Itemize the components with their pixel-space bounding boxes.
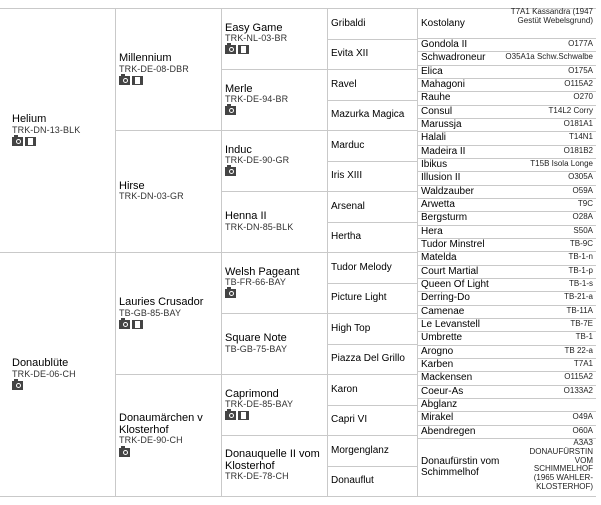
registration-code: TRK-DE-78-CH xyxy=(225,471,289,482)
registration-code: O305A xyxy=(568,172,593,182)
registration-code: O60A xyxy=(572,425,593,435)
row-divider xyxy=(0,252,115,253)
gen5-horse-link[interactable]: Matelda xyxy=(421,252,457,264)
horse-name-link[interactable]: Donauquelle II vom Klosterhof xyxy=(225,448,320,472)
gen5-horse-link[interactable]: Gondola II xyxy=(421,39,468,51)
camera-icon[interactable] xyxy=(225,289,236,298)
gen5-row xyxy=(421,238,593,251)
registration-code: TB-21-a xyxy=(564,292,593,302)
row-divider xyxy=(327,222,417,223)
registration-code: TB-GB-85-BAY xyxy=(119,307,182,318)
gen5-row xyxy=(421,91,593,104)
gen4-horse-link[interactable]: Karon xyxy=(331,383,358,395)
camera-icon[interactable] xyxy=(225,167,236,176)
registration-code: TRK-DE-85-BAY xyxy=(225,399,294,410)
registration-code: O133A2 xyxy=(563,385,593,395)
gen5-row xyxy=(421,131,593,144)
row-divider xyxy=(327,405,417,406)
horse-name-link[interactable]: Caprimond xyxy=(225,387,279,400)
gen5-horse-link[interactable]: Marussja xyxy=(421,119,462,131)
gen5-horse-link[interactable]: Consul xyxy=(421,105,453,117)
row-divider xyxy=(327,100,417,101)
row-divider xyxy=(327,344,417,345)
registration-code: TB 22-a xyxy=(564,345,593,355)
registration-code: O59A xyxy=(572,185,593,195)
gen5-row xyxy=(421,118,593,131)
gen3-horse xyxy=(225,267,325,299)
gen5-row xyxy=(421,251,593,264)
gen4-horse-link[interactable]: Morgenglanz xyxy=(331,444,389,456)
row-divider xyxy=(327,374,417,375)
registration-code: TRK-DE-94-BR xyxy=(225,94,289,105)
gen4-horse-link[interactable]: Iris XIII xyxy=(331,170,363,182)
row-divider xyxy=(221,191,327,192)
registration-code: O177A xyxy=(568,39,593,49)
row-divider xyxy=(221,69,327,70)
media-icons xyxy=(119,320,217,329)
gen3-horse xyxy=(225,211,325,232)
horse-name-link[interactable]: Easy Game xyxy=(225,21,283,34)
registration-code: O115A2 xyxy=(564,79,593,89)
gen5-row xyxy=(421,65,593,78)
gen5-row xyxy=(421,51,593,64)
gen5-horse-link[interactable]: Elica xyxy=(421,65,443,77)
registration-code: TRK-DN-03-GR xyxy=(119,191,184,202)
row-divider xyxy=(221,313,327,314)
media-icons xyxy=(225,45,325,54)
camera-icon[interactable] xyxy=(12,381,23,390)
gen5-horse-link[interactable]: Donaufürstin vom Schimmelhof xyxy=(421,456,500,478)
registration-code: O181B2 xyxy=(563,145,593,155)
gen5-horse-link[interactable]: Schwadroneur xyxy=(421,52,486,64)
camera-icon[interactable] xyxy=(225,45,236,54)
registration-code: T7A1 Kassandra (1947 Gestüt Webelsgrund) xyxy=(510,7,593,25)
film-icon[interactable] xyxy=(25,137,36,146)
film-icon[interactable] xyxy=(238,411,249,420)
gen4-horse-link[interactable]: Hertha xyxy=(331,231,362,243)
gen5-horse-link[interactable]: Hera xyxy=(421,225,443,237)
horse-name-link[interactable]: Merle xyxy=(225,82,253,95)
gen4-horse-link[interactable]: Picture Light xyxy=(331,292,387,304)
registration-code: TRK-DN-85-BLK xyxy=(225,221,294,232)
gen1-horse xyxy=(12,114,112,146)
row-divider xyxy=(327,252,417,253)
registration-code: O175A xyxy=(568,65,593,75)
media-icons xyxy=(225,167,325,176)
registration-code: TB-1-s xyxy=(569,279,593,289)
registration-code: TRK-NL-03-BR xyxy=(225,33,288,44)
gen2-horse xyxy=(119,181,217,202)
camera-icon[interactable] xyxy=(119,448,130,457)
gen3-horse xyxy=(225,23,325,55)
film-icon[interactable] xyxy=(238,45,249,54)
camera-icon[interactable] xyxy=(225,411,236,420)
gen4-horse-link[interactable]: Evita XII xyxy=(331,48,369,60)
gen5-row xyxy=(421,358,593,371)
registration-code: TRK-DE-06-CH xyxy=(12,368,76,379)
gen5-row xyxy=(421,425,593,438)
registration-code: TB-1-n xyxy=(568,252,593,262)
media-icons xyxy=(12,137,112,146)
registration-code: O35A1a Schw.Schwalbe xyxy=(505,52,593,62)
registration-code: TB-1 xyxy=(575,332,593,342)
gen5-row xyxy=(421,38,593,51)
horse-name-link[interactable]: Hirse xyxy=(119,179,145,192)
gen5-row xyxy=(421,318,593,331)
camera-icon[interactable] xyxy=(225,106,236,115)
registration-code: TRK-DE-90-CH xyxy=(119,435,183,446)
gen5-horse-link[interactable]: Umbrette xyxy=(421,332,463,344)
registration-code: T15B Isola Longe xyxy=(530,159,593,169)
row-divider xyxy=(221,130,327,131)
registration-code: TB-GB-75-BAY xyxy=(225,343,288,354)
registration-code: TB-FR-66-BAY xyxy=(225,277,287,288)
media-icons xyxy=(119,448,217,457)
camera-icon[interactable] xyxy=(119,320,130,329)
horse-name-link[interactable]: Helium xyxy=(12,113,47,125)
gen4-horse-link[interactable]: Ravel xyxy=(331,78,357,90)
registration-code: S50A xyxy=(573,225,593,235)
gen5-horse-link[interactable]: Tudor Minstrel xyxy=(421,239,485,251)
registration-code: O115A2 xyxy=(564,372,593,382)
horse-name-link[interactable]: Henna II xyxy=(225,210,267,222)
gen3-horse xyxy=(225,389,325,421)
gen3-horse xyxy=(225,449,325,482)
gen5-row xyxy=(421,278,593,291)
gen5-horse-link[interactable]: Madeira II xyxy=(421,145,466,157)
gen5-horse-link[interactable]: Abglanz xyxy=(421,399,458,411)
gen5-horse-link[interactable]: Coeur-As xyxy=(421,385,464,397)
gen5-horse-link[interactable]: Kostolany xyxy=(421,17,465,29)
gen4-horse-link[interactable]: Donauflut xyxy=(331,475,374,487)
row-divider xyxy=(327,39,417,40)
row-divider xyxy=(115,374,221,375)
row-divider xyxy=(115,252,221,253)
camera-icon[interactable] xyxy=(119,76,130,85)
registration-code: T9C xyxy=(577,199,593,209)
registration-code: TB-1-p xyxy=(568,265,593,275)
gen5-horse-link[interactable]: Halali xyxy=(421,132,447,144)
gen5-horse-link[interactable]: Mackensen xyxy=(421,372,473,384)
registration-code: O49A xyxy=(572,412,593,422)
horse-name-link[interactable]: Square Note xyxy=(225,332,287,344)
gen2-horse xyxy=(119,413,217,457)
gen5-horse-link[interactable]: Arwetta xyxy=(421,199,455,211)
registration-code: TB-7E xyxy=(570,319,593,329)
gen5-horse-link[interactable]: Queen Of Light xyxy=(421,279,489,291)
horse-name-link[interactable]: Millennium xyxy=(119,52,172,64)
row-divider xyxy=(327,435,417,436)
gen5-row xyxy=(421,198,593,211)
row-divider xyxy=(0,496,596,497)
gen5-horse-link[interactable]: Bergsturm xyxy=(421,212,468,224)
gen5-row xyxy=(421,185,593,198)
gen5-row xyxy=(421,345,593,358)
registration-code: O270 xyxy=(573,92,593,102)
gen5-row xyxy=(421,145,593,158)
registration-code: T14N1 xyxy=(568,132,593,142)
gen1-horse xyxy=(12,358,112,390)
gen5-row xyxy=(421,225,593,238)
gen5-row xyxy=(421,305,593,318)
horse-name-link[interactable]: Induc xyxy=(225,143,252,156)
gen5-horse-link[interactable]: Mahagoni xyxy=(421,79,465,91)
gen5-horse-link[interactable]: Ibikus xyxy=(421,159,448,171)
gen5-horse-link[interactable]: Abendregen xyxy=(421,425,476,437)
gen2-horse xyxy=(119,53,217,85)
row-divider xyxy=(327,313,417,314)
gen5-horse-link[interactable]: Derring-Do xyxy=(421,292,470,304)
camera-icon[interactable] xyxy=(12,137,23,146)
gen4-horse-link[interactable]: Mazurka Magica xyxy=(331,109,405,121)
gen5-horse-link[interactable]: Le Levanstell xyxy=(421,319,480,331)
registration-code: A3A3 DONAUFÜRSTIN VOM SCHIMMELHOF (1965 WAHLER-KLOSTERHOF) xyxy=(529,438,593,491)
film-icon[interactable] xyxy=(132,76,143,85)
horse-name-link[interactable]: Donaublüte xyxy=(12,357,69,369)
gen5-horse-link[interactable]: Illusion II xyxy=(421,172,461,184)
registration-code: T7A1 xyxy=(573,359,593,369)
gen5-row xyxy=(421,385,593,398)
gen2-horse xyxy=(119,297,217,329)
row-divider xyxy=(327,283,417,284)
row-divider xyxy=(327,466,417,467)
gen5-row xyxy=(421,265,593,278)
gen4-horse-link[interactable]: Gribaldi xyxy=(331,17,366,29)
row-divider xyxy=(221,252,327,253)
media-icons xyxy=(225,106,325,115)
horse-name-link[interactable]: Welsh Pageant xyxy=(225,265,300,278)
gen5-row xyxy=(421,8,593,38)
gen5-row xyxy=(421,158,593,171)
registration-code: O181A1 xyxy=(563,119,593,129)
media-icons xyxy=(12,381,112,390)
gen3-horse xyxy=(225,145,325,177)
gen5-horse-link[interactable]: Mirakel xyxy=(421,412,454,424)
gen5-row xyxy=(421,105,593,118)
horse-name-link[interactable]: Donaumärchen v Klosterhof xyxy=(119,412,203,436)
gen4-horse-link[interactable]: High Top xyxy=(331,322,371,334)
gen4-horse-link[interactable]: Arsenal xyxy=(331,200,365,212)
row-divider xyxy=(327,191,417,192)
film-icon[interactable] xyxy=(132,320,143,329)
gen5-row xyxy=(421,371,593,384)
gen5-horse-link[interactable]: Camenae xyxy=(421,305,465,317)
gen5-row xyxy=(421,438,593,496)
gen5-horse-link[interactable]: Waldzauber xyxy=(421,185,474,197)
gen5-row xyxy=(421,411,593,424)
gen4-horse-link[interactable]: Capri VI xyxy=(331,414,368,426)
registration-code: TB-11A xyxy=(566,305,593,315)
gen5-row xyxy=(421,171,593,184)
gen5-row xyxy=(421,291,593,304)
registration-code: O28A xyxy=(572,212,593,222)
media-icons xyxy=(225,411,325,420)
gen5-horse-link[interactable]: Court Martial xyxy=(421,265,479,277)
gen5-horse-link[interactable]: Rauhe xyxy=(421,92,451,104)
row-divider xyxy=(115,130,221,131)
gen5-row xyxy=(421,211,593,224)
gen4-horse-link[interactable]: Tudor Melody xyxy=(331,261,392,273)
gen5-horse-link[interactable]: Arogno xyxy=(421,345,454,357)
row-divider xyxy=(327,161,417,162)
horse-name-link[interactable]: Lauries Crusador xyxy=(119,296,204,308)
gen3-horse xyxy=(225,333,325,354)
gen5-row xyxy=(421,398,593,411)
registration-code: TRK-DE-08-DBR xyxy=(119,63,189,74)
media-icons xyxy=(225,289,325,298)
gen4-horse-link[interactable]: Piazza Del Grillo xyxy=(331,353,405,365)
registration-code: TRK-DE-90-GR xyxy=(225,155,290,166)
gen5-horse-link[interactable]: Karben xyxy=(421,359,454,371)
row-divider xyxy=(221,435,327,436)
gen4-horse-link[interactable]: Marduc xyxy=(331,139,365,151)
row-divider xyxy=(327,130,417,131)
registration-code: TB-9C xyxy=(569,239,593,249)
media-icons xyxy=(119,76,217,85)
gen5-row xyxy=(421,331,593,344)
gen3-horse xyxy=(225,84,325,116)
row-divider xyxy=(327,69,417,70)
row-divider xyxy=(221,374,327,375)
registration-code: TRK-DN-13-BLK xyxy=(12,124,81,135)
registration-code: T14L2 Corry xyxy=(548,105,593,115)
gen5-row xyxy=(421,78,593,91)
